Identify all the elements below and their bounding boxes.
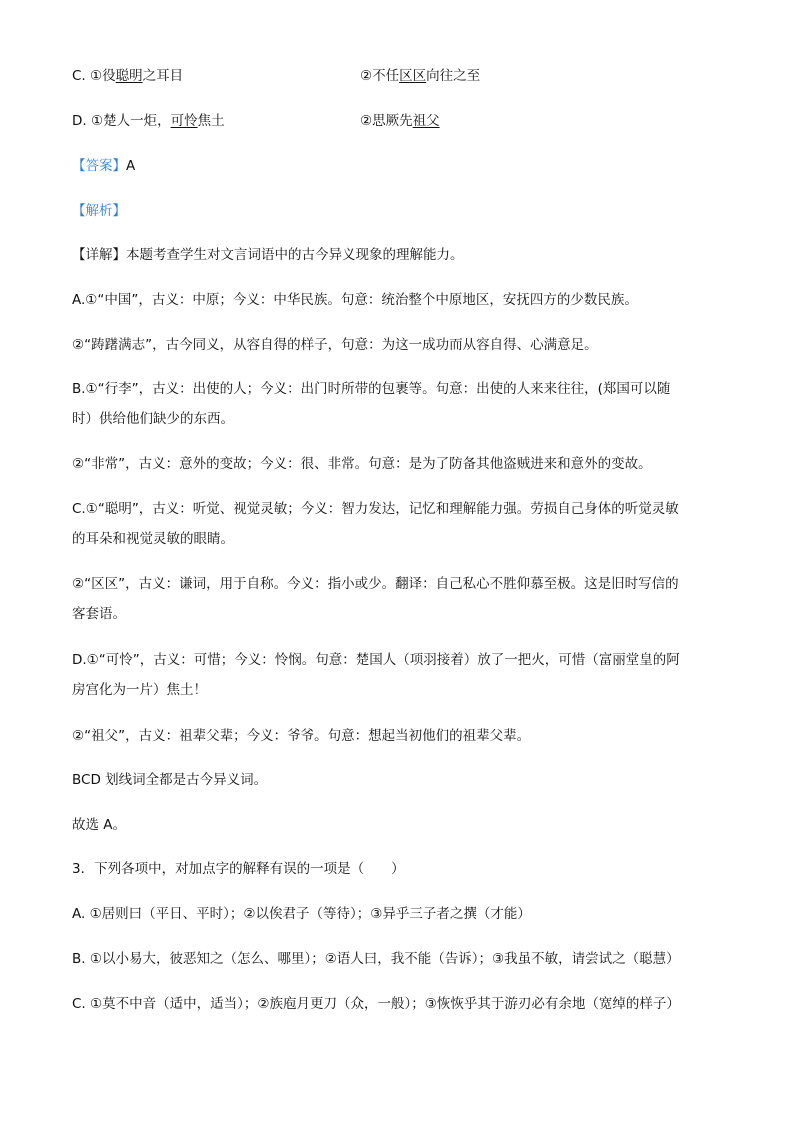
option-c-text-2: 向往之至 [426,68,481,84]
option-d-underlined-2: 祖父 [412,113,440,129]
explanation-line: ②“区区”，古义：谦词，用于自称。今义：指小或少。翻译：自己私心不胜仰慕至极。这是旧时写信的 [72,576,679,592]
explanation-line: ②“非常”，古义：意外的变故；今义：很、非常。句意：是为了防备其他盗贼进来和意外的变故。 [72,456,652,472]
answer-tag: 【答案】 [72,158,126,174]
option-d-line [72,111,440,131]
option-c-underlined-1: 聪明 [115,68,143,84]
option-c-line [72,66,481,86]
explanation-line: ②“祖父”，古义：祖辈父辈；今义：爷爷。句意：想起当初他们的祖辈父辈。 [72,728,531,744]
explanation-line: 的耳朵和视觉灵敏的眼睛。 [72,531,234,547]
option-d-label: D. ①楚人一炬， [72,113,171,129]
question-3-stem: 3．下列各项中，对加点字的解释有误的一项是（ ） [72,861,405,877]
explanation-line: 客套语。 [72,606,126,622]
option-c-part-2 [360,66,480,86]
question-3-option-a: A. ①居则曰（平日、平时）；②以俟君子（等待）；③异乎三子者之撰（才能） [72,906,531,922]
explanation-line: 时）供给他们缺少的东西。 [72,411,234,427]
option-d-part-2 [360,111,440,131]
detail-text: 【详解】本题考查学生对文言词语中的古今异义现象的理解能力。 [72,247,464,263]
explanation-line: 故选 A。 [72,817,127,833]
option-d-text-1: 焦土 [197,113,225,129]
explanation-line: BCD 划线词全都是古今异义词。 [72,772,268,788]
answer-line [72,156,135,176]
explanation-line: 房宫化为一片）焦土！ [72,682,207,698]
answer-value: A [126,158,136,174]
explanation-line: B.①“行李”，古义：出使的人；今义：出门时所带的包裹等。句意：出使的人来来往往，(郑国可以随 [72,381,671,397]
option-c-prefix-2: ②不任 [360,68,400,84]
option-d-prefix-2: ②思厥先 [360,113,413,129]
explanation-line: D.①“可怜”，古义：可惜；今义：怜悯。句意：楚国人（项羽接着）放了一把火，可惜（富丽堂皇的阿 [72,652,680,668]
explanation-line: A.①“中国”，古义：中原；今义：中华民族。句意：统治整个中原地区，安抚四方的少数民族。 [72,292,638,308]
explanation-line: C.①“聪明”，古义：听觉、视觉灵敏；今义：智力发达，记忆和理解能力强。劳损自己身体的听觉灵敏 [72,501,679,517]
question-3-option-c: C. ①莫不中音（适中，适当）；②族庖月更刀（众，一般）；③恢恢乎其于游刃必有余地（宽绰的样子） [72,996,680,1012]
option-d-underlined-1: 可怜 [170,113,198,129]
detail-line [72,245,464,265]
option-c-label: C. ①役 [72,68,116,84]
option-c-text-1: 之耳目 [142,68,184,84]
option-c-underlined-2: 区区 [399,68,427,84]
analysis-tag: 【解析】 [72,203,126,219]
question-3-option-b: B. ①以小易大，彼恶知之（怎么、哪里）；②语人曰，我不能（告诉）；③我虽不敏，请尝试之（聪慧） [72,951,680,967]
explanation-line: ②“踌躇满志”，古今同义，从容自得的样子，句意：为这一成功而从容自得、心满意足。 [72,337,598,353]
